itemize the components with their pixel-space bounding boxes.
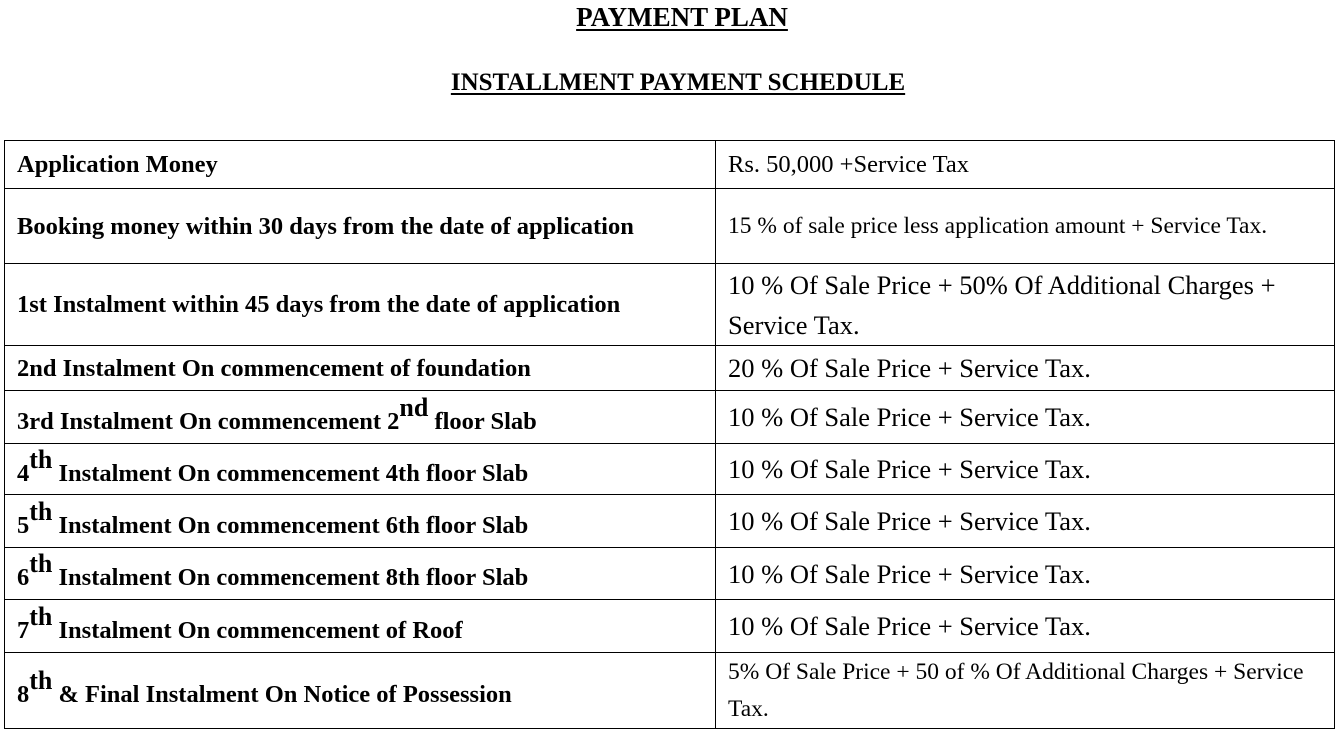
stage-text: Instalment On commencement 6th floor Slab <box>52 511 529 539</box>
stage-text: 5 <box>17 511 30 539</box>
stage-text: 3rd Instalment On commencement 2 <box>17 407 400 435</box>
payment-stage-cell <box>5 653 716 729</box>
table-row <box>5 548 1335 600</box>
payment-amount-cell: Rs. 50,000 +Service Tax <box>716 141 1335 189</box>
ordinal-suffix: th <box>29 549 53 578</box>
payment-amount-cell: 5% Of Sale Price + 50 of % Of Additional Charges + Service Tax. <box>716 653 1335 729</box>
page-subtitle: INSTALLMENT PAYMENT SCHEDULE <box>450 69 906 96</box>
payment-amount-cell: 10 % Of Sale Price + Service Tax. <box>716 548 1335 600</box>
table-row <box>5 391 1335 444</box>
payment-amount-cell: 15 % of sale price less application amount + Service Tax. <box>716 189 1335 264</box>
payment-amount-cell: 10 % Of Sale Price + Service Tax. <box>716 600 1335 653</box>
table-row <box>5 495 1335 548</box>
payment-stage-cell <box>5 391 716 444</box>
payment-amount-cell: 10 % Of Sale Price + Service Tax. <box>716 444 1335 495</box>
table-row <box>5 264 1335 346</box>
stage-text: 7 <box>17 616 30 644</box>
table-row <box>5 600 1335 653</box>
stage-text: 8 <box>17 681 30 708</box>
payment-stage-cell: 1st Instalment within 45 days from the date of application <box>5 264 716 346</box>
payment-amount-cell: 10 % Of Sale Price + 50% Of Additional Charges + Service Tax. <box>716 264 1335 346</box>
table-row <box>5 346 1335 391</box>
stage-text: floor Slab <box>428 407 537 435</box>
payment-stage-cell <box>5 495 716 548</box>
payment-amount-cell: 10 % Of Sale Price + Service Tax. <box>716 495 1335 548</box>
payment-stage-cell <box>5 548 716 600</box>
payment-stage-cell <box>5 600 716 653</box>
payment-stage-cell: Application Money <box>5 141 716 189</box>
payment-stage-cell: 2nd Instalment On commencement of foundation <box>5 346 716 391</box>
ordinal-suffix: th <box>29 666 53 695</box>
stage-text: Instalment On commencement 4th floor Slab <box>52 459 529 487</box>
stage-text: 6 <box>17 564 30 591</box>
table-row <box>5 444 1335 495</box>
table-row <box>5 653 1335 729</box>
payment-stage-cell <box>5 444 716 495</box>
payment-amount-cell: 20 % Of Sale Price + Service Tax. <box>716 346 1335 391</box>
stage-text: 4 <box>17 459 30 487</box>
stage-text: & Final Instalment On Notice of Possession <box>52 681 512 708</box>
ordinal-suffix: th <box>29 601 53 631</box>
ordinal-suffix: th <box>29 496 53 526</box>
payment-amount-cell: 10 % Of Sale Price + Service Tax. <box>716 391 1335 444</box>
stage-text: Instalment On commencement 8th floor Slab <box>52 564 529 591</box>
stage-text: Instalment On commencement of Roof <box>52 616 463 644</box>
page-title: PAYMENT PLAN <box>576 2 788 32</box>
ordinal-suffix: th <box>29 444 53 474</box>
table-row <box>5 141 1335 189</box>
payment-schedule-table <box>4 140 1335 729</box>
ordinal-suffix: nd <box>399 392 429 422</box>
table-row <box>5 189 1335 264</box>
payment-stage-cell: Booking money within 30 days from the date of application <box>5 189 716 264</box>
